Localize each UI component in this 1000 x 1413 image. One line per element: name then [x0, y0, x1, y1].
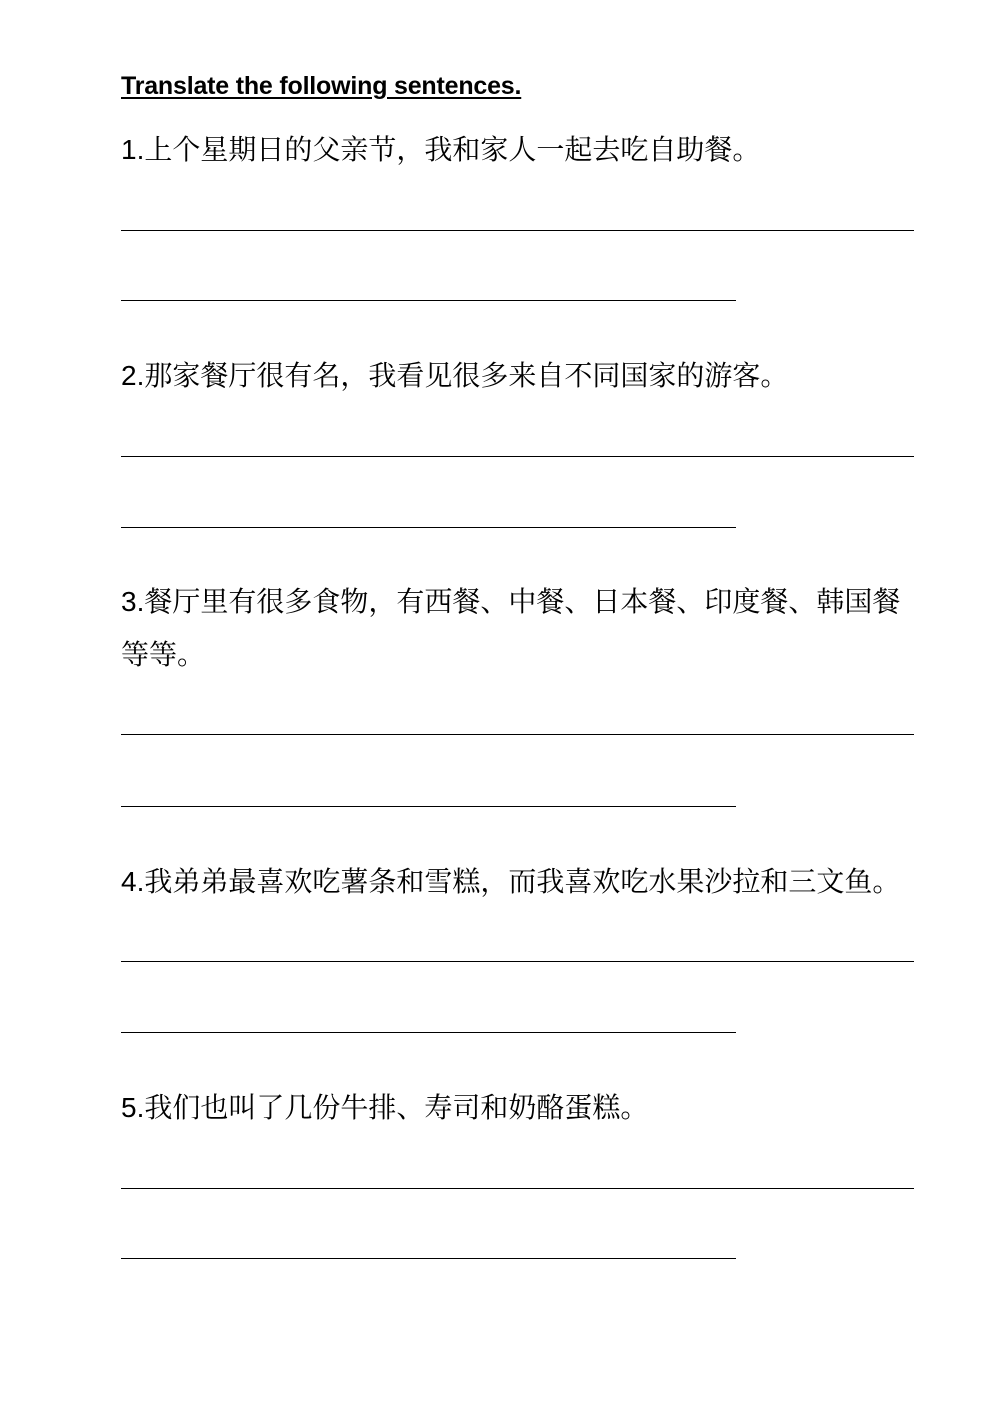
answer-line-3b[interactable]	[121, 806, 736, 807]
answer-line-5b[interactable]	[121, 1258, 736, 1259]
answer-line-1a[interactable]	[121, 230, 914, 231]
answer-line-3a[interactable]	[121, 734, 914, 735]
question-4-text: 4.我弟弟最喜欢吃薯条和雪糕，而我喜欢吃水果沙拉和三文鱼。	[121, 866, 901, 897]
answer-line-2a[interactable]	[121, 456, 914, 457]
answer-line-1b[interactable]	[121, 300, 736, 301]
question-3-text: 3.餐厅里有很多食物，有西餐、中餐、日本餐、印度餐、韩国餐等等。	[121, 586, 901, 670]
answer-line-2b[interactable]	[121, 527, 736, 528]
answer-line-4a[interactable]	[121, 961, 914, 962]
question-1-text: 1.上个星期日的父亲节，我和家人一起去吃自助餐。	[121, 134, 761, 165]
instruction-title: Translate the following sentences.	[121, 72, 522, 100]
question-5-text: 5.我们也叫了几份牛排、寿司和奶酪蛋糕。	[121, 1092, 649, 1123]
question-2-text: 2.那家餐厅很有名，我看见很多来自不同国家的游客。	[121, 360, 789, 391]
answer-line-5a[interactable]	[121, 1188, 914, 1189]
answer-line-4b[interactable]	[121, 1032, 736, 1033]
